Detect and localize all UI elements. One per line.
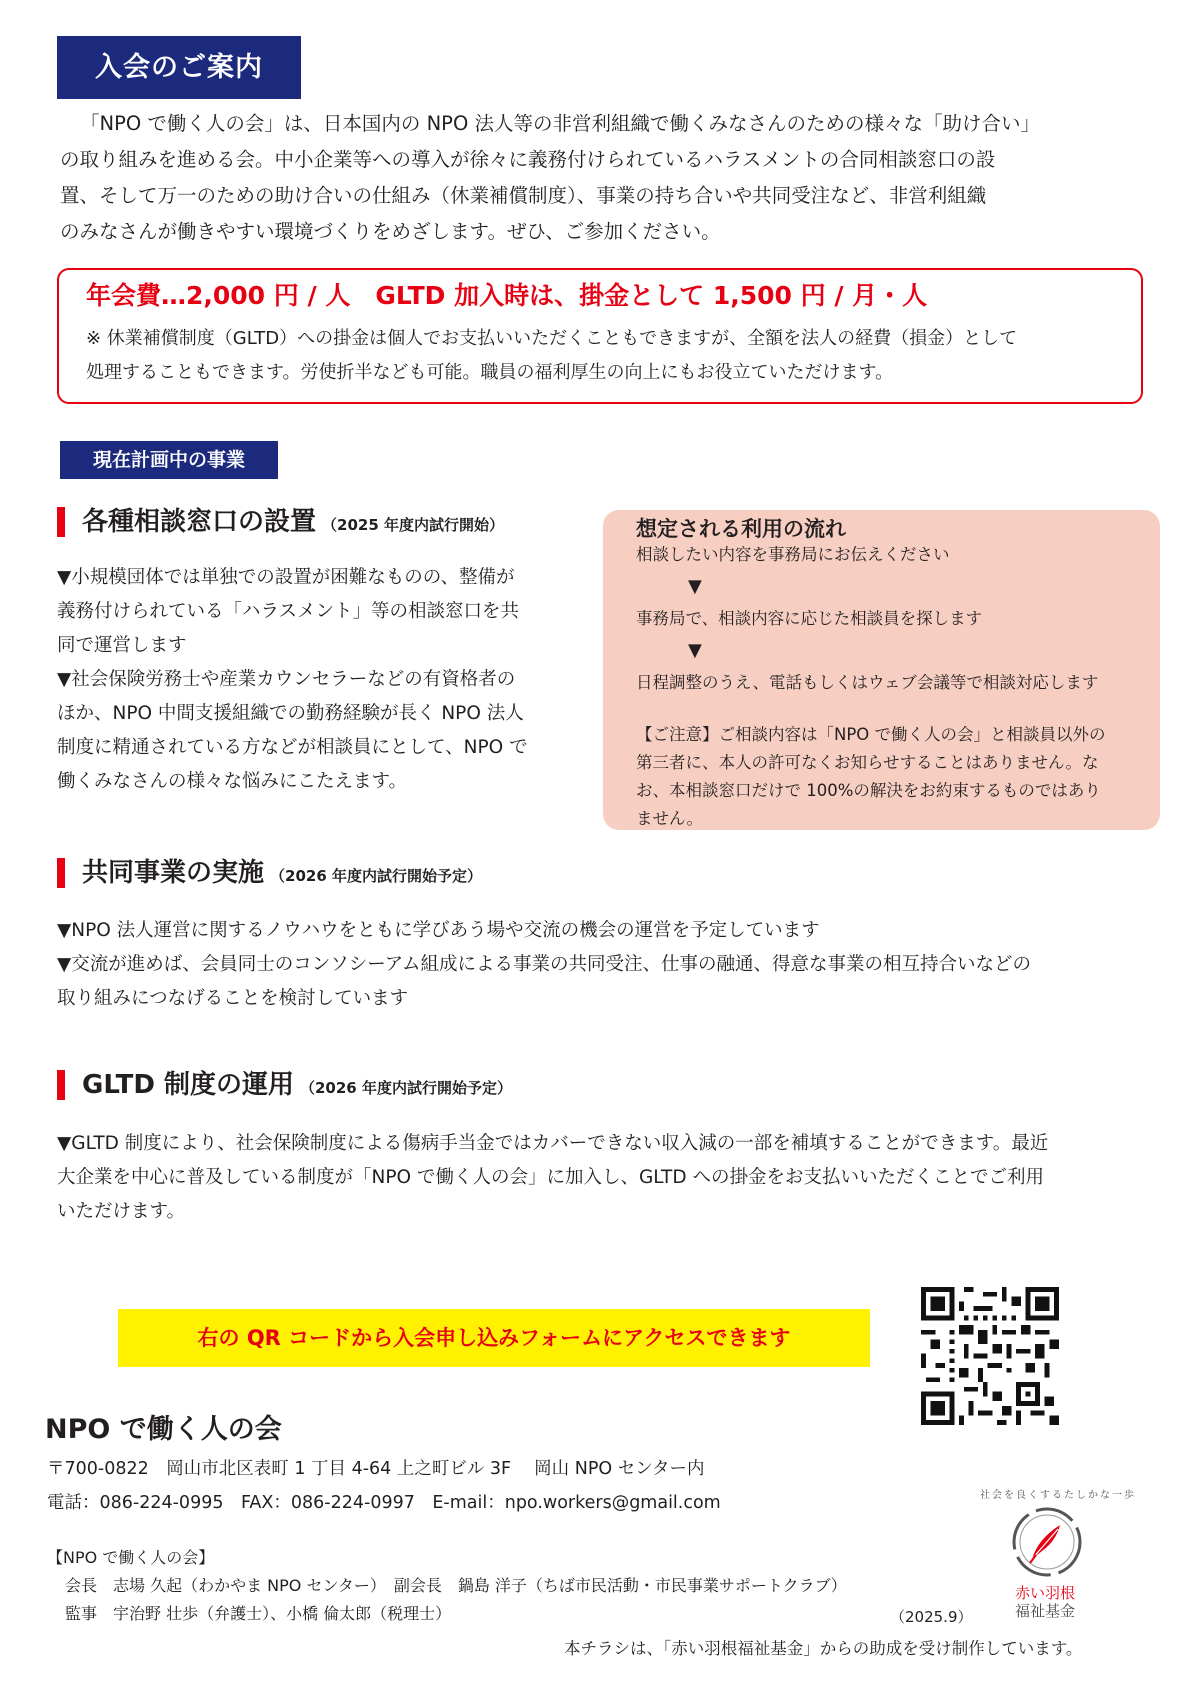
body-line: ▼GLTD 制度により、社会保険制度による傷病手当金ではカバーできない収入減の一部を補填することができます。最近 (57, 1133, 1049, 1154)
footer-note: 本チラシは、「赤い羽根福祉基金」からの助成を受け制作しています。 (564, 1639, 1083, 1658)
qr-code-icon[interactable] (921, 1287, 1059, 1425)
flow-title: 想定される利用の流れ (636, 517, 846, 541)
phone-fax-email: 電話：086-224-0995 FAX：086-224-0997 E-mail：npo.workers@gmail.com (47, 1493, 721, 1513)
fund-name-2: 福祉基金 (1014, 1602, 1075, 1620)
section-title-gltd (82, 1067, 512, 1106)
officers-line-text: 監事 宇治野 壮歩（弁護士）、小橋 倫太郎（税理士） (65, 1604, 452, 1623)
fund-name (985, 1584, 1105, 1620)
fee-note-line: 処理することもできます。労使折半なども可能。職員の福利厚生の向上にもお役立ていただけます。 (86, 362, 894, 383)
section-subtitle: （2025 年度内試行開始） (322, 516, 504, 534)
body-line: ▼NPO 法人運営に関するノウハウをともに学びあう場や交流の機会の運営を予定しています (57, 920, 820, 941)
section-marker (57, 507, 65, 537)
officers (47, 1544, 847, 1628)
intro-line: の取り組みを進める会。中小企業等への導入が徐々に義務付けられているハラスメントの合同相談窓口の設 (60, 148, 996, 171)
body-line: 義務付けられている「ハラスメント」等の相談窓口を共 (57, 601, 519, 622)
body-line: ▼交流が進めば、会員同士のコンソシーアム組成による事業の共同受注、仕事の融通、得意な事業の相互持合いなどの (57, 954, 1032, 975)
contact-info (47, 1452, 721, 1520)
intro-line: のみなさんが働きやすい環境づくりをめざします。ぜひ、ご参加ください。 (60, 220, 721, 243)
section-header-membership: 入会のご案内 (57, 36, 301, 99)
flow-note (636, 721, 1148, 833)
qr-banner: 右の QR コードから入会申し込みフォームにアクセスできます (118, 1309, 870, 1367)
intro-paragraph (60, 106, 1140, 250)
section-marker (57, 858, 65, 888)
issue-date: （2025.9） (890, 1608, 973, 1626)
body-line: 取り組みにつなげることを検討しています (57, 988, 409, 1009)
section-body-gltd (57, 1127, 1147, 1229)
body-line: 大企業を中心に普及している制度が「NPO で働く人の会」に加入し、GLTD への掛金をお支払いいただくことでご利用 (57, 1167, 1044, 1188)
fund-name-1: 赤い羽根 (1014, 1584, 1075, 1602)
intro-line: 「NPO で働く人の会」は、日本国内の NPO 法人等の非営利組織で働くみなさんのための様々な「助け合い」 (80, 112, 1040, 135)
body-line: ▼小規模団体では単独での設置が困難なものの、整備が (57, 567, 515, 588)
fee-title: 年会費…2,000 円 / 人 GLTD 加入時は、掛金として 1,500 円 / 月・人 (86, 281, 928, 310)
intro-line: 置、そして万一のための助け合いの仕組み（休業補償制度）、事業の持ち合いや共同受注など、非営利組織 (60, 184, 987, 207)
flow-arrow-icon: ▼ (688, 576, 702, 597)
body-line: 働くみなさんの様々な悩みにこたえます。 (57, 771, 408, 792)
flow-note-line: ません。 (636, 809, 703, 828)
section-subtitle: （2026 年度内試行開始予定） (270, 867, 482, 885)
section-title-joint-business (82, 855, 482, 894)
flow-note-line: お、本相談窓口だけで 100%の解決をお約束するものではあり (636, 781, 1101, 800)
flow-note-line: 第三者に、本人の許可なくお知らせすることはありません。な (636, 753, 1099, 772)
section-title-consultation (82, 504, 504, 543)
officers-heading: 【NPO で働く人の会】 (47, 1548, 215, 1567)
flow-step-1: 相談したい内容を事務局にお伝えください (636, 545, 950, 564)
section-body-joint-business (57, 914, 1147, 1016)
body-line: いただけます。 (57, 1201, 186, 1222)
section-title-text: GLTD 制度の運用 (82, 1070, 294, 1100)
org-name: NPO で働く人の会 (45, 1414, 282, 1445)
section-title-text: 各種相談窓口の設置 (82, 507, 317, 537)
section-title-text: 共同事業の実施 (82, 858, 265, 888)
fee-note (86, 322, 1132, 390)
body-line: ▼社会保険労務士や産業カウンセラーなどの有資格者の (57, 669, 516, 690)
flow-note-line: 【ご注意】ご相談内容は「NPO で働く人の会」と相談員以外の (636, 725, 1106, 744)
section-subtitle: （2026 年度内試行開始予定） (299, 1079, 512, 1097)
flow-arrow-icon: ▼ (688, 640, 702, 661)
body-line: ほか、NPO 中間支援組織での勤務経験が長く NPO 法人 (57, 703, 524, 724)
fund-tagline: 社会を良くするたしかな一歩 (980, 1490, 1136, 1501)
officers-line (47, 1600, 847, 1628)
body-line: 制度に精通されている方などが相談員にとして、NPO で (57, 737, 528, 758)
section-body-consultation (57, 561, 577, 799)
red-feather-logo-icon (1010, 1505, 1084, 1579)
section-header-plans: 現在計画中の事業 (60, 441, 278, 479)
officers-line (47, 1572, 847, 1600)
flow-step-2: 事務局で、相談内容に応じた相談員を探します (636, 609, 983, 628)
fee-note-line: ※ 休業補償制度（GLTD）への掛金は個人でお支払いいただくこともできますが、全額を法人の経費（損金）として (86, 328, 1018, 349)
flow-step-3: 日程調整のうえ、電話もしくはウェブ会議等で相談対応します (636, 673, 1099, 692)
address: 〒700-0822 岡山市北区表町 1 丁目 4-64 上之町ビル 3F 岡山 NPO センター内 (47, 1459, 705, 1479)
section-marker (57, 1070, 65, 1100)
body-line: 同で運営します (57, 635, 187, 656)
officers-line-text: 会長 志場 久起（わかやま NPO センター） 副会長 鍋島 洋子（ちば市民活動・市民事業サポートクラブ） (65, 1576, 847, 1595)
